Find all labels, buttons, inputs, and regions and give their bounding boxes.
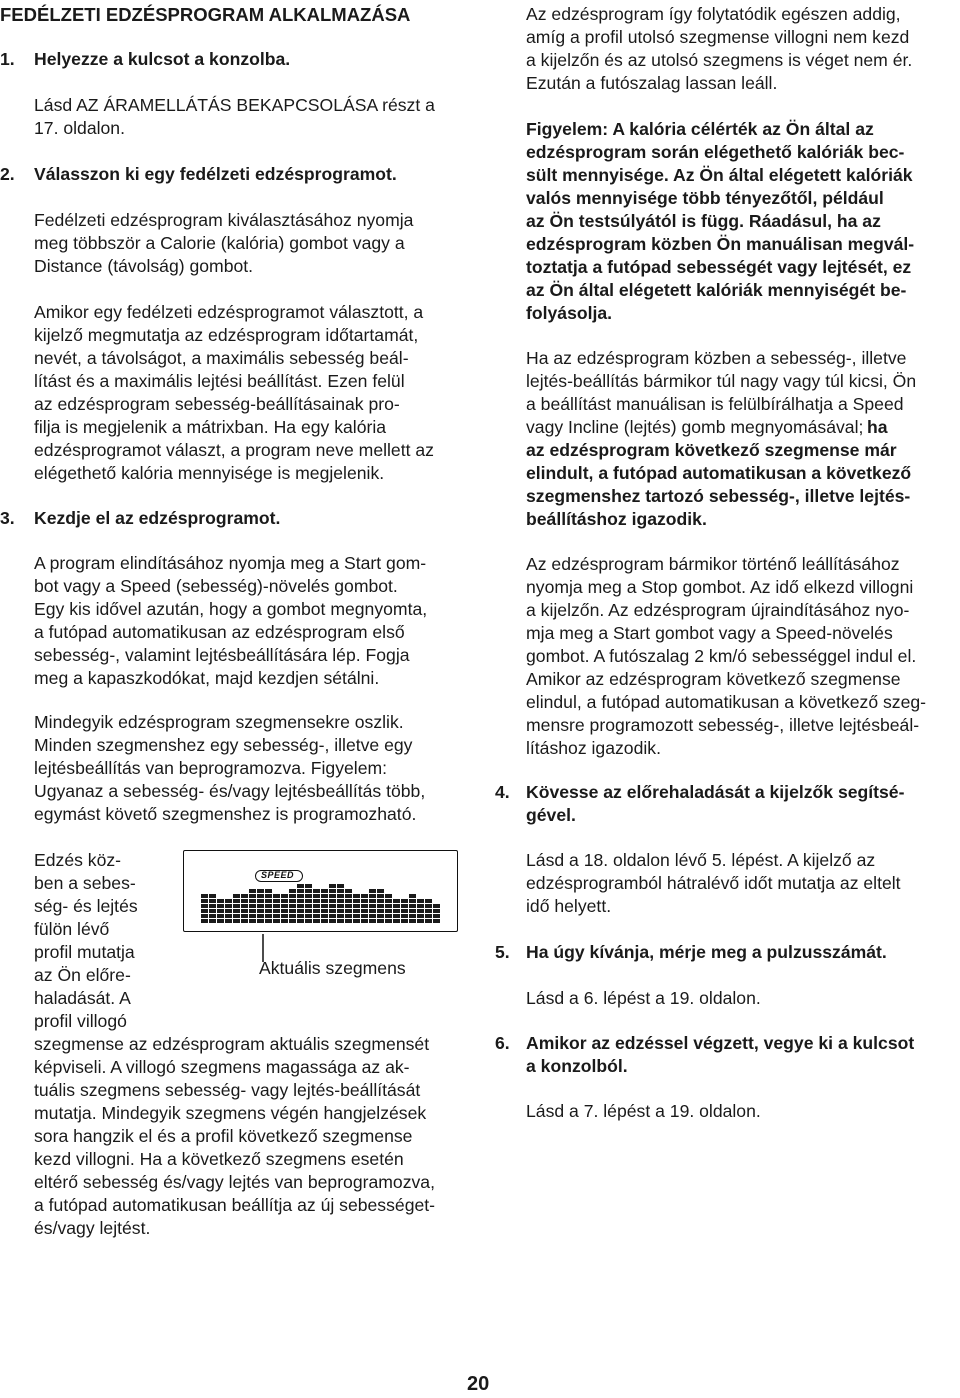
step-2-number: 2. [0, 164, 15, 184]
step-5-line-1: Lásd a 6. lépést a 19. oldalon. [526, 988, 761, 1008]
step-4-title: Kövesse az előrehaladását a kijelzők segítsé- [526, 782, 905, 802]
step-4-line-2: edzésprogramból hátralévő időt mutatja az eltelt [526, 873, 901, 893]
speed-profile-figure [183, 850, 458, 980]
step-4-line-3: idő helyett. [526, 896, 612, 916]
step-6-title-line-2: a konzolból. [526, 1056, 628, 1076]
current-segment-caption: Aktuális szegmens [259, 958, 406, 978]
step-4-line-1: Lásd a 18. oldalon lévő 5. lépést. A kijelző az [526, 850, 876, 870]
step-6-title: Amikor az edzéssel végzett, vegye ki a kulcsot [526, 1033, 915, 1053]
step-4-title-line-2: gével. [526, 805, 576, 825]
step-5-title: Ha úgy kívánja, mérje meg a pulzusszámát. [526, 942, 887, 962]
step-1-number: 1. [0, 49, 15, 69]
section-heading: FEDÉLZETI EDZÉSPROGRAM ALKALMAZÁSA [0, 4, 411, 25]
step-1-line-1: Lásd AZ ÁRAMELLÁTÁS BEKAPCSOLÁSA részt a [34, 95, 435, 115]
manual-page: FEDÉLZETI EDZÉSPROGRAM ALKALMAZÁSA 1. Helyezze a kulcsot a konzolba. Lásd AZ ÁRAMELLÁTÁS BEKAPCSOLÁSA részt a 17. oldalon. 2. Válasszon ki egy fedélzeti edzésprogramot. Fedélzeti edzésprogram kiválasztásához nyomja meg többször a Calorie (kalória) gombot vagy a Distance (távolság) gombot. Amikor egy fedélzeti edzésprogramot választott, a kijelző megmutatja az edzésprogram időtartamát, nevét, a távolságot, a maximális sebesség beál- lítást és a maximális lejtési beállítást. Ezen felül az edzésprogram sebesség-beállításainak pro- filja is megjelenik a mátrixban. Ha egy kalória edzésprogramot választ, a program neve mellett az elégethető kalória mennyisége is megjelenik. 3. Kezdje el az edzésprogramot. A program elindításához nyomja meg a Start gom- bot vagy a Speed (sebesség)-növelés gombot. Egy kis idővel azután, hogy a gombot megnyomta, a futópad automatikusan az edzésprogram első sebesség-, valamint lejtésbeállítására lép. Fogja meg a kapaszkodókat, majd kezdjen sétálni. Mindegyik edzésprogram szegmensekre oszlik. Minden szegmenshez egy sebesség-, illetve egy lejtésbeállítás van beprogramozva. Figyelem: Ugyanaz a sebesség- és/vagy lejtésbeállítás több, egymást követő szegmenshez is programozható. Edzés köz- ben a sebes- ség- és lejtés fülön lévő profil mutatja az Ön előre- haladását. A profil villogó szegmense az edzésprogram aktuális szegmensét képviseli. A villogó szegmens magassága az ak- tuális szegmens sebesség- vagy lejtés-beállítását mutatja. Mindegyik szegmens végén hangjelzések sora hangzik el és a profil következő szegmense kezd villogni. Ha a következő szegmens esetén eltérő sebesség és/vagy lejtés van beprogramozva, a futópad automatikusan beállítja az új sebességet- és/vagy lejtést. SPEED Aktuális szegmens Az edzésprogram így folytatódik egészen addig, amíg a profil utolsó szegmense villogni nem kezd a kijelzőn és az utolsó szegmens is véget nem ér. Ezután a futószalag lassan leáll. Figyelem: A kalória célérték az Ön által az edzésprogram során elégethető kalóriák bec- sült mennyisége. Az Ön által elégetett kalóriák valós mennyisége több tényezőtől, például az Ön testsúlyától is függ. Ráadásul, ha az edzésprogram közben Ön manuálisan megvál- toztatja a futópad sebességét vagy lejtését, ez az Ön által elégetett kalóriák mennyiségét be- folyásolja. Ha az edzésprogram közben a sebesség-, illetve lejtés-beállítás bármikor túl nagy vagy túl kicsi, Ön a beállítást manuálisan is felülbírálhatja a Speed vagy Incline (lejtés) gomb megnyomásával; ha az edzésprogram következő szegmense már elindult, a futópad automatikusan a következő szegmenshez tartozó sebesség-, illetve lejtés- beállításhoz igazodik. Az edzésprogram bármikor történő leállításához nyomja meg a Stop gombot. Az idő elkezd villogni a kijelzőn. Az edzésprogram újraindításához nyo- mja meg a Start gombot vagy a Speed-növelés gombot. A futószalag 2 km/ó sebességgel indul el. Amikor az edzésprogram következő szegmense elindul, a futópad automatikusan a következő szeg- mensre programozott sebesség-, illetve lejtésbeál- lításhoz igazodik. 4. Kövesse az előrehaladását a kijelzők segítsé- gével. Lásd a 18. oldalon lévő 5. lépést. A kijelző az edzésprogramból hátralévő időt mutatja az eltelt idő helyett. 5. Ha úgy kívánja, mérje meg a pulzusszámát. Lásd a 6. lépést a 19. oldalon. 6. Amikor az edzéssel végzett, vegye ki a kulcsot a konzolból. Lásd a 7. lépést a 19. oldalon. 20 [0, 4, 927, 1395]
page-number: 20 [467, 1373, 490, 1395]
step-2-title: Válasszon ki egy fedélzeti edzésprogramot. [34, 164, 397, 184]
step-4-number: 4. [495, 782, 510, 802]
step-6-line-1: Lásd a 7. lépést a 19. oldalon. [526, 1101, 761, 1121]
step-1-line-2: 17. oldalon. [34, 118, 125, 138]
step-5-number: 5. [495, 942, 510, 962]
step-6-number: 6. [495, 1033, 510, 1053]
step-3-title: Kezdje el az edzésprogramot. [34, 508, 281, 528]
step-3-number: 3. [0, 508, 15, 528]
speed-label: SPEED [261, 870, 295, 880]
step-1-title: Helyezze a kulcsot a konzolba. [34, 49, 291, 69]
